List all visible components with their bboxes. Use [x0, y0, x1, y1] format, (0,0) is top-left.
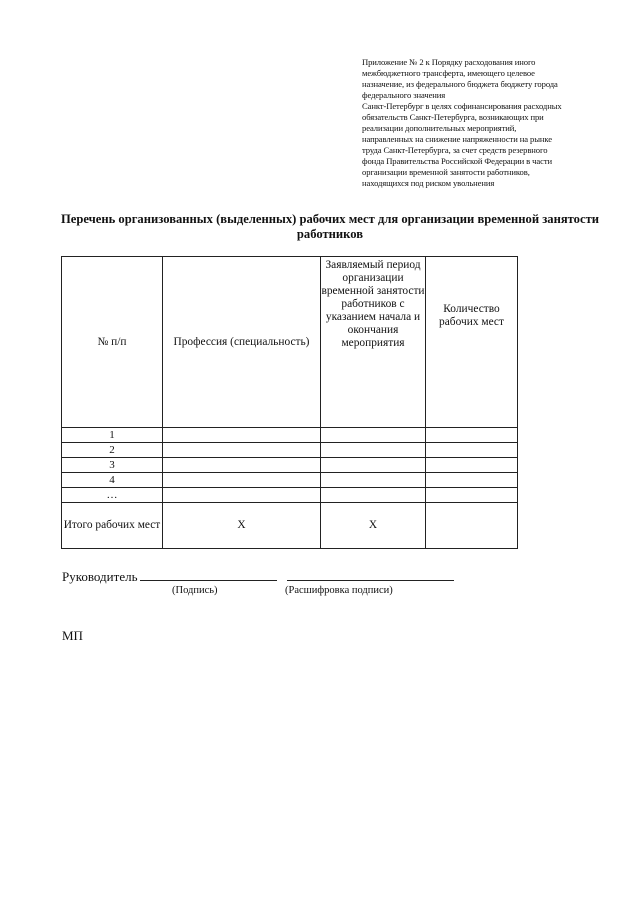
row-count-cell[interactable]	[426, 443, 518, 458]
header-period	[321, 257, 426, 428]
appendix-line: находящихся под риском увольнения	[362, 178, 495, 188]
row-count-cell[interactable]	[426, 488, 518, 503]
appendix-line: реализации дополнительных мероприятий,	[362, 123, 517, 133]
header-period-label: Заявляемый период организации временной занятости работников с указанием начала и окончания мероприятия	[321, 259, 425, 349]
total-profession-mark: Х	[163, 503, 321, 549]
row-count-cell[interactable]	[426, 458, 518, 473]
row-period-cell[interactable]	[321, 443, 426, 458]
row-profession-cell[interactable]	[163, 473, 321, 488]
header-number	[62, 257, 163, 428]
signature-line[interactable]	[140, 570, 277, 581]
total-count-cell[interactable]	[426, 503, 518, 549]
signature-label: Руководитель	[62, 569, 138, 584]
row-number: 1	[62, 428, 163, 443]
table-row	[62, 428, 518, 443]
row-number: 2	[62, 443, 163, 458]
row-period-cell[interactable]	[321, 458, 426, 473]
appendix-line: обязательств Санкт-Петербурга, возникающих при	[362, 112, 544, 122]
row-period-cell[interactable]	[321, 488, 426, 503]
table-row	[62, 473, 518, 488]
appendix-line: труда Санкт-Петербурга, за счет средств резервного	[362, 145, 548, 155]
row-period-cell[interactable]	[321, 473, 426, 488]
row-count-cell[interactable]	[426, 428, 518, 443]
appendix-line: Санкт-Петербург в целях софинансирования расходных	[362, 101, 562, 111]
table-row	[62, 443, 518, 458]
appendix-note	[362, 57, 602, 189]
header-profession-label: Профессия (специальность)	[173, 335, 310, 348]
row-period-cell[interactable]	[321, 428, 426, 443]
total-label: Итого рабочих мест	[62, 503, 163, 549]
row-count-cell[interactable]	[426, 473, 518, 488]
row-number: …	[62, 488, 163, 503]
row-number: 3	[62, 458, 163, 473]
appendix-line: фонда Правительства Российской Федерации в части	[362, 156, 552, 166]
decoding-caption: (Расшифровка подписи)	[285, 585, 393, 596]
header-count	[426, 257, 518, 428]
table-header-row	[62, 257, 518, 428]
header-count-label: Количество рабочих мест	[439, 303, 504, 328]
row-profession-cell[interactable]	[163, 443, 321, 458]
appendix-line: федерального значения	[362, 90, 446, 100]
header-profession	[163, 257, 321, 428]
row-profession-cell[interactable]	[163, 488, 321, 503]
table-total-row	[62, 503, 518, 549]
row-profession-cell[interactable]	[163, 458, 321, 473]
workplaces-table	[61, 256, 518, 549]
appendix-line: Приложение № 2 к Порядку расходования иного	[362, 57, 536, 67]
row-profession-cell[interactable]	[163, 428, 321, 443]
appendix-line: направленных на снижение напряженности на рынке	[362, 134, 552, 144]
table-row	[62, 488, 518, 503]
appendix-line: межбюджетного трансферта, имеющего целевое	[362, 68, 535, 78]
appendix-line: организации временной занятости работников,	[362, 167, 530, 177]
table-row	[62, 458, 518, 473]
stamp-label: МП	[62, 628, 83, 643]
header-number-label: № п/п	[97, 335, 127, 348]
signature-decoding-line[interactable]	[287, 570, 454, 581]
total-period-mark: Х	[321, 503, 426, 549]
signature-block	[62, 569, 454, 585]
signature-caption: (Подпись)	[172, 585, 218, 596]
document-title: Перечень организованных (выделенных) рабочих мест для организации временной занятости работников	[60, 212, 600, 241]
appendix-line: назначение, из федерального бюджета бюджету города	[362, 79, 558, 89]
row-number: 4	[62, 473, 163, 488]
